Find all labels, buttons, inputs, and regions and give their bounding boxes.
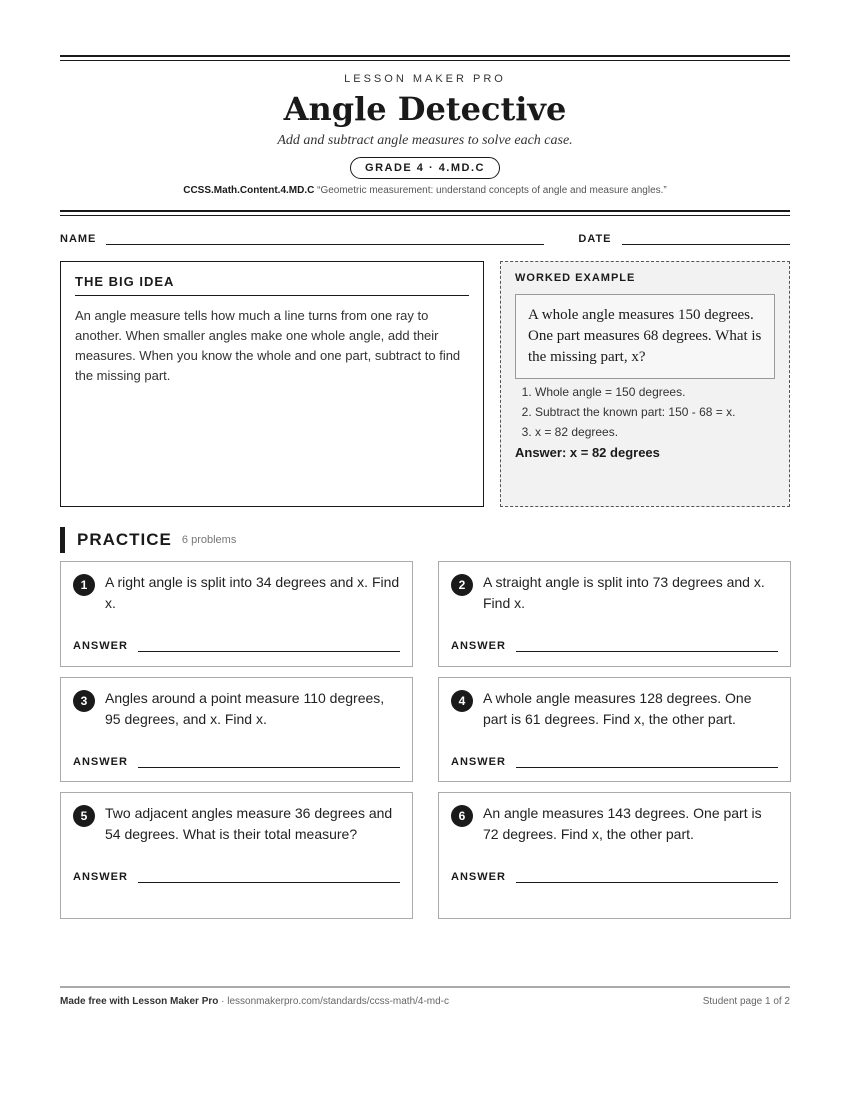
footer-credit bbox=[60, 996, 449, 1007]
big-idea-box bbox=[60, 261, 484, 507]
page-footer bbox=[60, 986, 790, 1007]
answer-field[interactable] bbox=[138, 757, 400, 768]
problem-text: A straight angle is split into 73 degrees and x. Find x. bbox=[483, 574, 765, 611]
problem-text: An angle measures 143 degrees. One part is 72 degrees. Find x, the other part. bbox=[483, 805, 762, 842]
practice-count: 6 problems bbox=[181, 534, 237, 546]
answer-field[interactable] bbox=[516, 757, 778, 768]
problem-number: 6 bbox=[451, 805, 473, 827]
problem-number: 5 bbox=[73, 805, 95, 827]
name-field[interactable] bbox=[106, 232, 544, 245]
worked-example-steps bbox=[515, 385, 775, 439]
grade-badge: GRADE 4 · 4.MD.C bbox=[350, 157, 500, 179]
date-field[interactable] bbox=[622, 232, 790, 245]
problem-text: Two adjacent angles measure 36 degrees and 54 degrees. What is their total measure? bbox=[105, 805, 393, 842]
answer-field[interactable] bbox=[516, 641, 778, 652]
answer-label: ANSWER bbox=[73, 640, 128, 652]
brand-name: LESSON MAKER PRO bbox=[344, 73, 506, 85]
standard-code: CCSS.Math.Content.4.MD.C bbox=[183, 185, 315, 196]
worked-example-heading: WORKED EXAMPLE bbox=[515, 272, 636, 284]
practice-grid bbox=[60, 561, 790, 929]
answer-label: ANSWER bbox=[73, 756, 128, 768]
footer-page-number: Student page 1 of 2 bbox=[702, 996, 790, 1007]
problem-number: 3 bbox=[73, 690, 95, 712]
standard-description: “Geometric measurement: understand concepts of angle and measure angles.” bbox=[317, 185, 667, 196]
problem-card-6 bbox=[438, 792, 791, 919]
problem-text: A whole angle measures 128 degrees. One part is 61 degrees. Find x, the other part. bbox=[483, 690, 752, 727]
problem-card-3 bbox=[60, 677, 413, 782]
problem-card-1 bbox=[60, 561, 413, 667]
problem-card-2 bbox=[438, 561, 791, 667]
header-rule bbox=[60, 210, 790, 216]
worksheet-page bbox=[60, 0, 790, 929]
name-date-row bbox=[60, 232, 790, 245]
worked-example-box bbox=[500, 261, 790, 507]
name-label: NAME bbox=[60, 233, 97, 245]
standard-line bbox=[60, 185, 790, 196]
worked-example-answer: Answer: x = 82 degrees bbox=[515, 445, 660, 460]
footer-url[interactable]: · lessonmakerpro.com/standards/ccss-math/4-md-c bbox=[218, 996, 450, 1007]
page-subtitle: Add and subtract angle measures to solve each case. bbox=[277, 133, 573, 148]
answer-label: ANSWER bbox=[451, 871, 506, 883]
date-label: DATE bbox=[578, 233, 612, 245]
problem-card-4 bbox=[438, 677, 791, 782]
step-item: 2. Subtract the known part: 150 - 68 = x. bbox=[535, 405, 775, 419]
practice-heading: PRACTICE bbox=[77, 530, 172, 549]
big-idea-text: An angle measure tells how much a line turns from one ray to another. When smaller angles make one whole angle, add their measures. When you know the whole and one part, subtract to find the missing part. bbox=[75, 308, 461, 383]
step-item: 1. Whole angle = 150 degrees. bbox=[535, 385, 775, 399]
problem-number: 2 bbox=[451, 574, 473, 596]
answer-field[interactable] bbox=[138, 641, 400, 652]
problem-card-5 bbox=[60, 792, 413, 919]
problem-number: 4 bbox=[451, 690, 473, 712]
step-item: 3. x = 82 degrees. bbox=[535, 425, 775, 439]
answer-label: ANSWER bbox=[73, 871, 128, 883]
answer-label: ANSWER bbox=[451, 756, 506, 768]
answer-field[interactable] bbox=[138, 872, 400, 883]
worked-example-problem: A whole angle measures 150 degrees. One part measures 68 degrees. What is the missing part, x? bbox=[515, 294, 775, 379]
intro-row bbox=[60, 261, 790, 507]
answer-field[interactable] bbox=[516, 872, 778, 883]
footer-made-with: Made free with Lesson Maker Pro bbox=[60, 996, 219, 1007]
problem-number: 1 bbox=[73, 574, 95, 596]
problem-text: A right angle is split into 34 degrees and x. Find x. bbox=[105, 574, 400, 611]
big-idea-heading: THE BIG IDEA bbox=[75, 274, 469, 296]
page-title: Angle Detective bbox=[283, 90, 567, 128]
practice-header bbox=[60, 527, 790, 553]
problem-text: Angles around a point measure 110 degrees, 95 degrees, and x. Find x. bbox=[105, 690, 385, 727]
top-rule bbox=[60, 55, 790, 61]
answer-label: ANSWER bbox=[451, 640, 506, 652]
